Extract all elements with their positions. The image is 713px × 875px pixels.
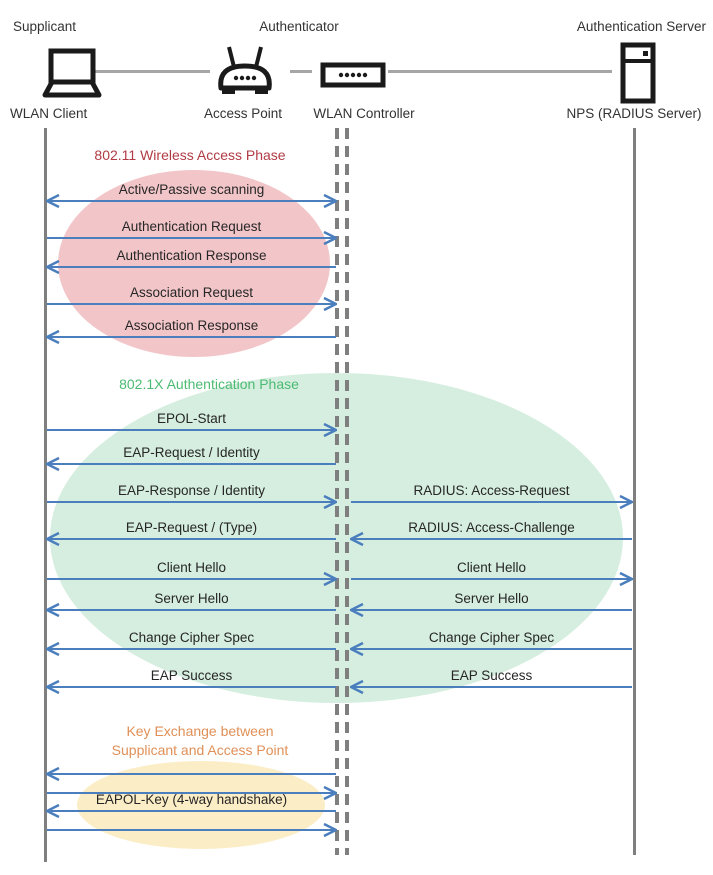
wlan-controller-icon [320,62,386,88]
role-label-authenticator: Authenticator [259,19,339,34]
message-label: Client Hello [456,560,527,575]
message-label: RADIUS: Access-Challenge [408,520,575,535]
message-label: Server Hello [454,591,529,606]
message-label: EPOL-Start [156,411,227,426]
message-label: EAP Success [450,668,533,683]
node-label-wlan-client: WLAN Client [10,106,88,121]
message-label: EAP-Request / (Type) [125,520,258,535]
laptop-icon [35,48,107,100]
message-arrow [46,820,337,840]
phase-title-80211-wireless-access: 802.11 Wireless Access Phase [94,147,286,163]
node-label-access-point: Access Point [203,106,283,121]
phase-title-8021x-authentication: 802.1X Authentication Phase [119,376,299,392]
access-point-icon [213,42,277,98]
message-label: Authentication Request [121,219,262,234]
message-label: Authentication Response [116,248,267,263]
phase-title-key-exchange: Key Exchange between Supplicant and Access Point [111,723,289,758]
node-label-nps-radius-server: NPS (RADIUS Server) [566,106,702,121]
connector-line-controller-server [388,70,612,73]
node-label-wlan-controller: WLAN Controller [313,106,415,121]
server-icon [620,42,656,104]
message-label: EAP-Request / Identity [123,445,260,460]
message-arrow [46,764,337,784]
message-label: Change Cipher Spec [128,630,255,645]
connector-line-ap-controller [290,70,312,73]
message-label: Association Request [129,285,254,300]
message-label: Change Cipher Spec [428,630,555,645]
role-label-supplicant: Supplicant [13,19,77,34]
message-label: Server Hello [154,591,229,606]
role-label-authentication-server: Authentication Server [576,19,706,34]
message-label: Client Hello [156,560,227,575]
message-label: Association Response [124,318,259,333]
message-label: EAP-Response / Identity [117,483,266,498]
message-label: Active/Passive scanning [118,182,265,197]
message-label: EAP Success [150,668,233,683]
message-label: EAPOL-Key (4-way handshake) [95,792,288,807]
message-label: RADIUS: Access-Request [413,483,570,498]
